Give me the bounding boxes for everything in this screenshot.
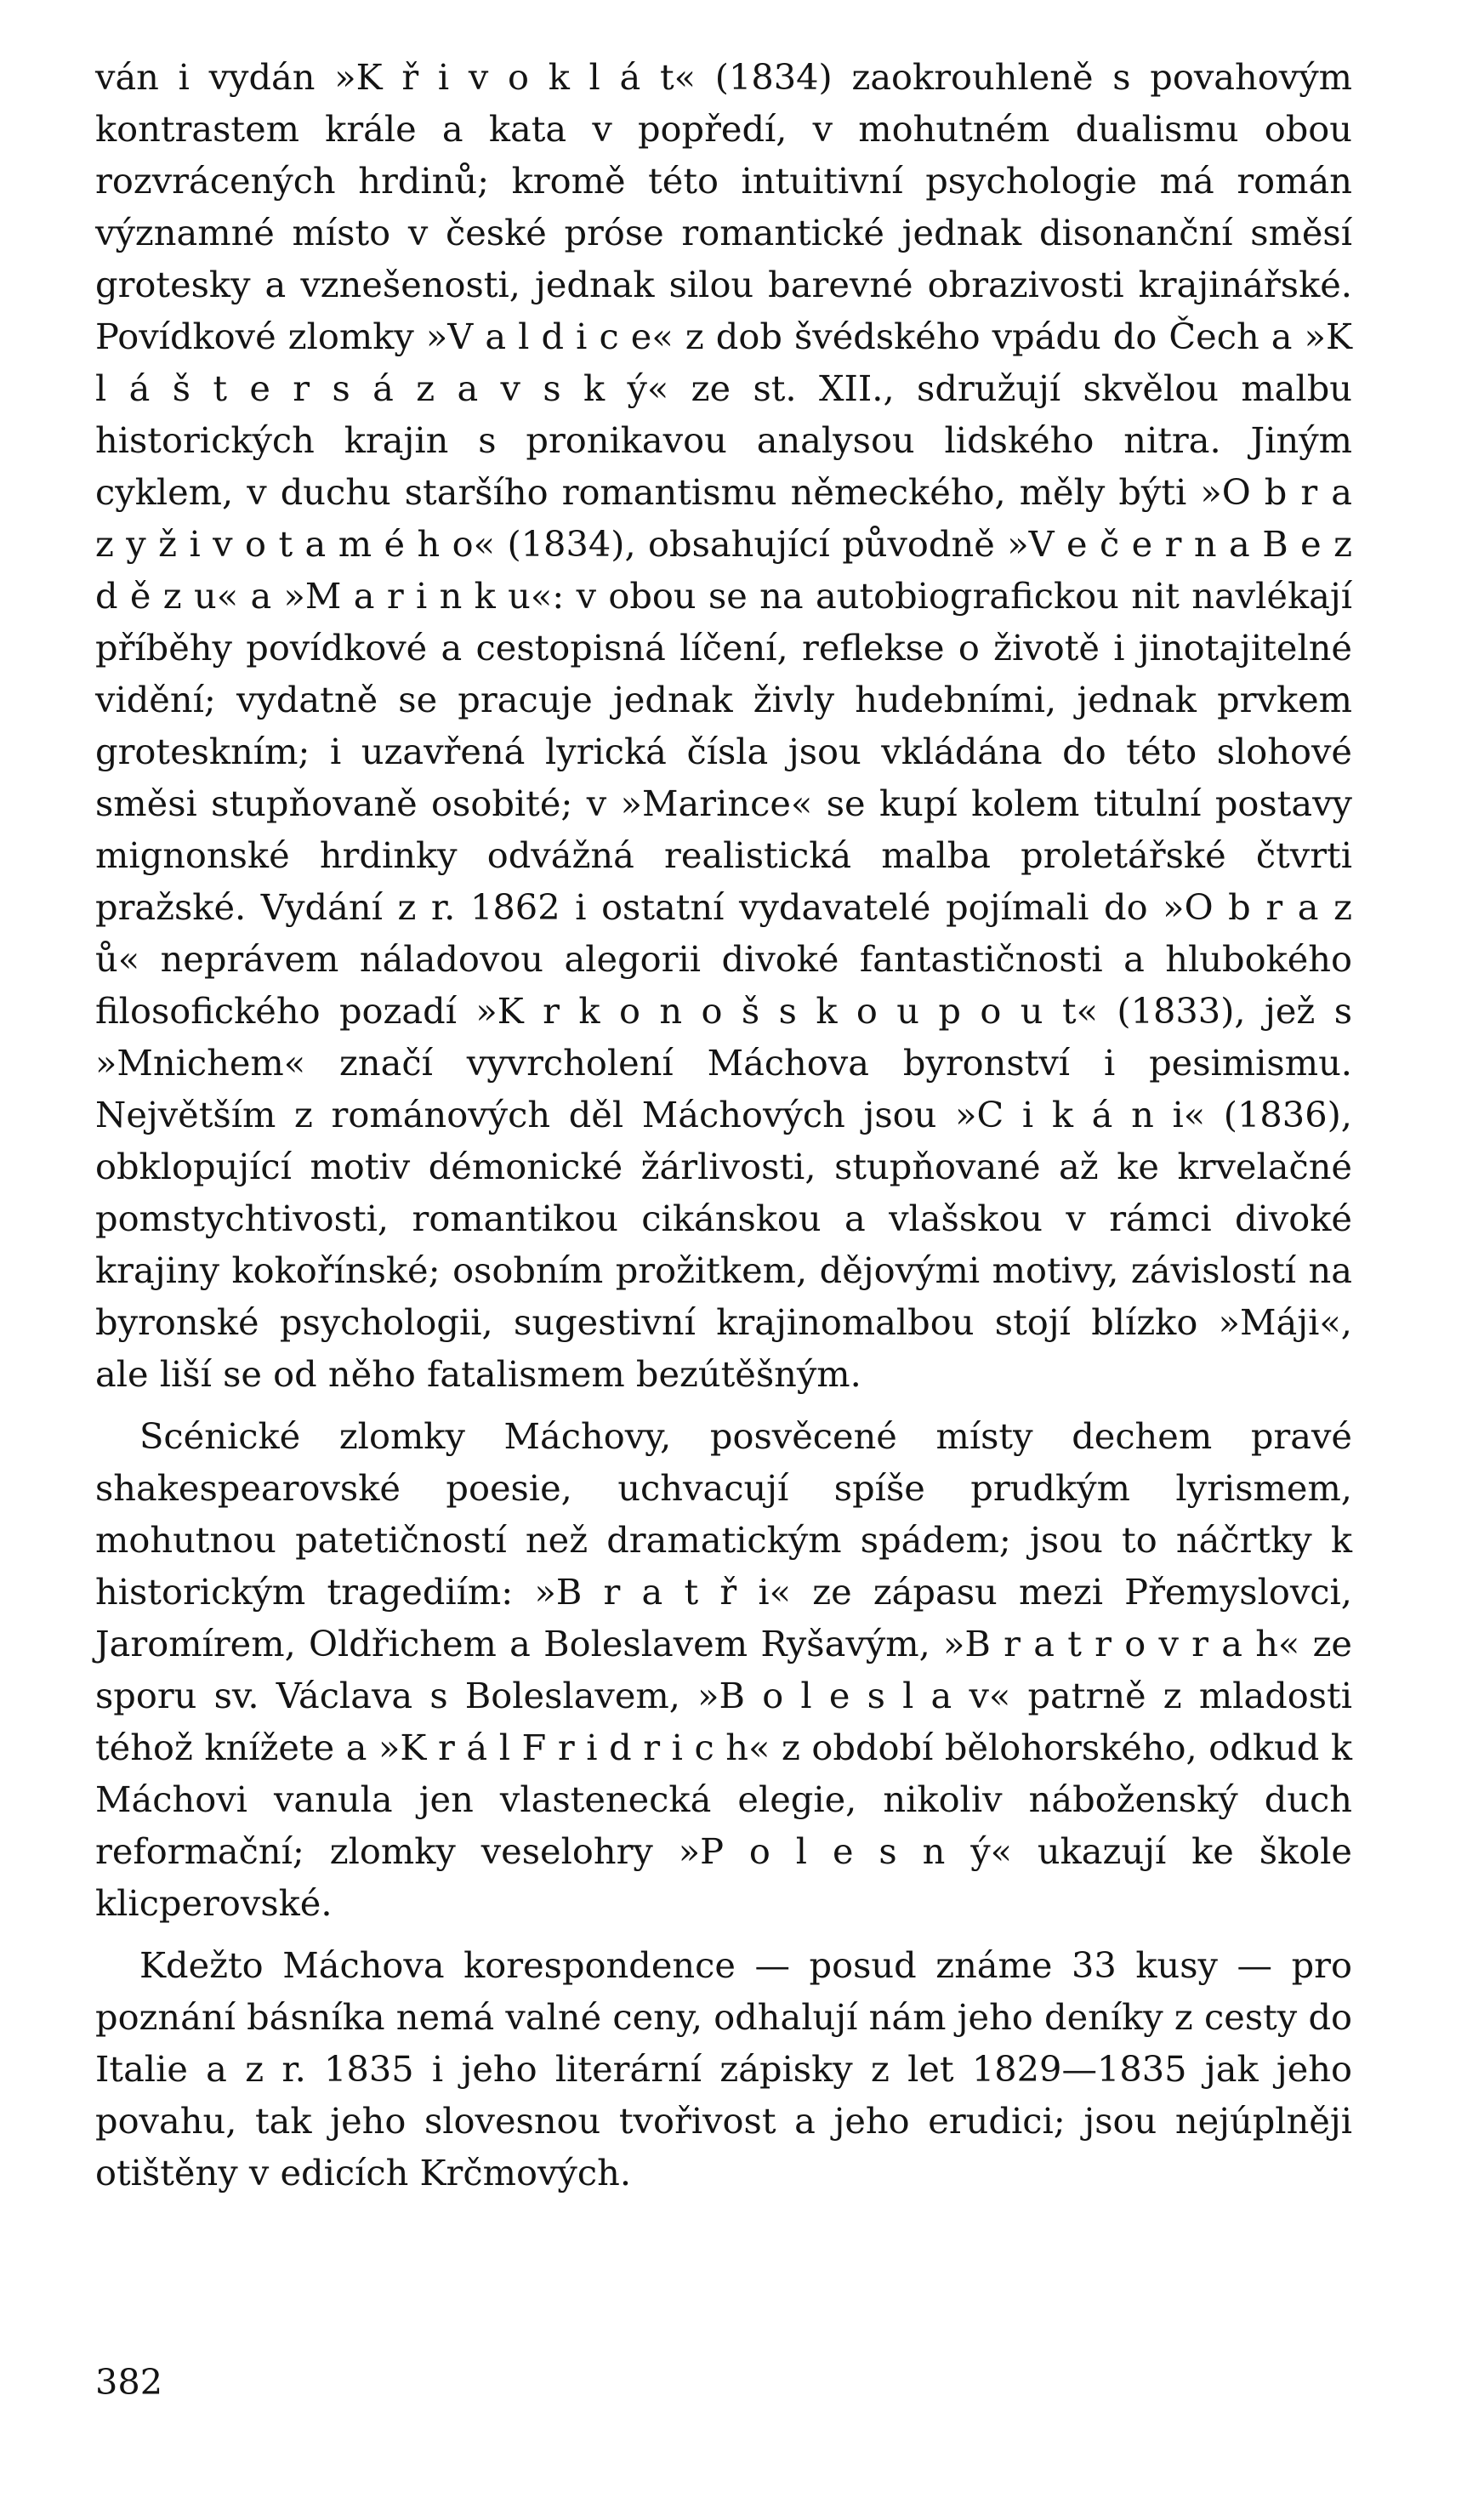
paragraph-2: Scénické zlomky Máchovy, posvěcené místy dechem pravé shakespearovské poesie, uchvacují spíše prudkým lyrismem, mohutnou patetičností než dramatickým spádem; jsou to náčrtky k historickým tragediím: »B r a t ř i« ze zápasu mezi Přemyslovci, Jaromírem, Oldřichem a Boleslavem Ryšavým, »B r a t r o v r a h« ze sporu sv. Václava s Boleslavem, »B o l e s l a v« patrně z mladosti téhož knížete a »K r á l F r i d r i c h« z období bělohorského, odkud k Máchovi vanula jen vlastenecká elegie, nikoliv náboženský duch reformační; zlomky veselohry »P o l e s n ý« ukazují ke škole klicperovské. <box>95 1415 1352 1924</box>
paragraph-3: Kdežto Máchova korespondence — posud známe 33 kusy — pro poznání básníka nemá valné ceny, odhalují nám jeho deníky z cesty do Italie a z r. 1835 i jeho literární zápisky z let 1829—1835 jak jeho povahu, tak jeho slovesnou tvořivost a jeho erudici; jsou nejúplněji otištěny v edicích Krčmových. <box>95 1944 1352 2194</box>
page-number: 382 <box>95 2361 163 2403</box>
paragraph-1: ván i vydán »K ř i v o k l á t« (1834) zaokrouhleně s povahovým kontrastem krále a kata v popředí, v mohutném dualismu obou rozvrácených hrdinů; kromě této intuitivní psychologie má román významné místo v české próse romantické jednak disonanční směsí grotesky a vznešenosti, jednak silou barevné obrazivosti krajinářské. Povídkové zlomky »V a l d i c e« z dob švédského vpádu do Čech a »K l á š t e r s á z a v s k ý« ze st. XII., sdružují skvělou malbu historických krajin s pronikavou analysou lidského nitra. Jiným cyklem, v duchu staršího romantismu německého, měly býti »O b r a z y ž i v o t a m é h o« (1834), obsahující původně »V e č e r n a B e z d ě z u« a »M a r i n k u«: v obou se na autobiografickou nit navlékají příběhy povídkové a cestopisná líčení, reflekse o životě i jinotajitelné vidění; vydatně se pracuje jednak živly hudebními, jednak prvkem groteskním; i uzavřená lyrická čísla jsou vkládána do této slohové směsi stupňovaně osobité; v »Marince« se kupí kolem titulní postavy mignonské hrdinky odvážná realistická malba proletářské čtvrti pražské. Vydání z r. 1862 i ostatní vydavatelé pojímali do »O b r a z ů« neprávem náladovou alegorii divoké fantastičnosti a hlubokého filosofického pozadí »K r k o n o š s k o u p o u t« (1833), jež s »Mnichem« značí vyvrcholení Máchova byronství i pesimismu. Největším z románových děl Máchových jsou »C i k á n i« (1836), obklopující motiv démonické žárlivosti, stupňované až ke krvelačné pomstychtivosti, romantikou cikánskou a vlašskou v rámci divoké krajiny kokořínské; osobním prožitkem, dějovými motivy, závislostí na byronské psychologii, sugestivní krajinomalbou stojí blízko »Máji«, ale liší se od něho fatalismem bezútěšným. <box>95 56 1352 1395</box>
page-body <box>95 51 1352 2199</box>
